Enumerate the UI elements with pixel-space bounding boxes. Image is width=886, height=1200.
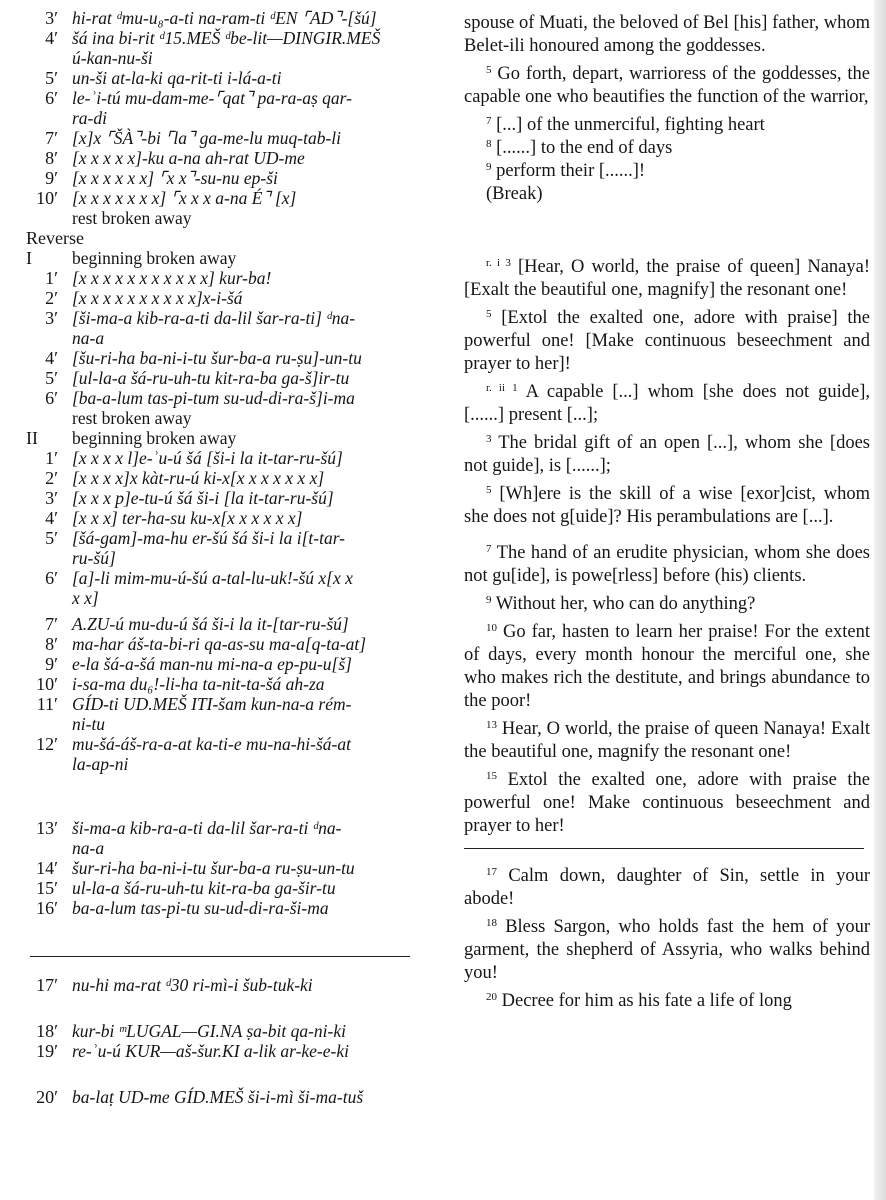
line-number: 10′ xyxy=(36,674,58,694)
broken-away-note xyxy=(22,208,432,228)
transliteration-line xyxy=(22,128,432,148)
line-text: [x x x x x x] ⌜x x⌝-su-nu ep-ši xyxy=(72,168,278,188)
line-number: 5′ xyxy=(45,68,58,88)
verse-number: 20 xyxy=(486,991,497,1003)
line-text: [x]x ⌜ŠÀ⌝-bi ⌜la⌝ ga-me-lu muq-tab-li xyxy=(72,128,342,148)
transliteration-line xyxy=(22,898,432,918)
transliteration-line xyxy=(22,858,432,878)
line-text: [x x x x x x x x x x x] kur-ba! xyxy=(72,268,272,288)
column-i-start-note: I beginning broken away xyxy=(26,248,237,268)
line-text: [ul-la-a šá-ru-uh-tu kit-ra-ba ga-š]ir-tu xyxy=(72,368,350,388)
line-number: 1′ xyxy=(45,448,58,468)
verse-number: 13 xyxy=(486,719,497,731)
translation-paragraph: $^7$ [...] of the unmerciful, fighting heart xyxy=(486,115,765,135)
line-number: 2′ xyxy=(45,288,58,308)
transliteration-line xyxy=(22,448,432,468)
column-ii-lines-d xyxy=(22,975,432,995)
transliteration-line xyxy=(22,108,432,128)
break-note: (Break) xyxy=(486,184,543,204)
line-text: [x x x x x]-ku a-na ah-rat UD-me xyxy=(72,148,305,168)
translation-paragraph: $^5$ Go forth, depart, warrioress of the goddesses, the capable one who beautifies the function of the warrior, xyxy=(464,64,871,107)
column-ii-lines-a xyxy=(22,448,432,608)
line-text: [a]-li mim-mu-ú-šú a-tal-lu-uk!-šú x[x x xyxy=(72,568,353,588)
column-i-lines xyxy=(22,268,432,408)
verse-number: 7 xyxy=(486,543,492,555)
transliteration-line xyxy=(22,818,432,838)
transliteration-line xyxy=(22,268,432,288)
translation-paragraph: $^{r. i 3}$ [Hear, O world, the praise of queen] Nanaya! [Exalt the beautiful one, magnify] the resonant one! xyxy=(464,257,870,300)
verse-number: 18 xyxy=(486,917,497,929)
transliteration-line xyxy=(22,975,432,995)
verse-number: 10 xyxy=(486,622,497,634)
line-number: 2′ xyxy=(45,468,58,488)
line-text: un-ši at-la-ki qa-rit-ti i-lá-a-ti xyxy=(72,68,282,88)
column-ii-lines-e xyxy=(22,1021,432,1061)
line-number: 14′ xyxy=(36,858,58,878)
column-ii-lines-b xyxy=(22,614,432,774)
transliteration-line xyxy=(22,188,432,208)
line-text: mu-šá-áš-ra-a-at ka-ti-e mu-na-hi-šá-at xyxy=(72,734,351,754)
transliteration-line xyxy=(22,754,432,774)
verse-number: 5 xyxy=(486,484,492,496)
transliteration-line xyxy=(22,588,432,608)
line-text: [ši-ma-a kib-ra-a-ti da-lil šar-ra-ti] ᵈna- xyxy=(72,308,356,328)
line-text: nu-hi ma-rat ᵈ30 ri-mì-i šub-tuk-ki xyxy=(72,975,313,995)
column-ii-lines-f xyxy=(22,1087,432,1107)
line-text: i-sa-ma du₆!-li-ha ta-nit-ta-šá ah-za xyxy=(72,674,325,694)
line-number: 20′ xyxy=(36,1087,58,1107)
line-number: 7′ xyxy=(45,128,58,148)
transliteration-line xyxy=(22,1021,432,1041)
column-i-numeral: I xyxy=(26,248,32,268)
line-number: 7′ xyxy=(45,614,58,634)
line-number: 18′ xyxy=(36,1021,58,1041)
transliteration-line xyxy=(22,488,432,508)
line-number: 19′ xyxy=(36,1041,58,1061)
verse-number: r. i 3 xyxy=(486,257,511,269)
line-number: 5′ xyxy=(45,528,58,548)
line-number: 10′ xyxy=(36,188,58,208)
translation-paragraph: $^{17}$ Calm down, daughter of Sin, settle in your abode! xyxy=(464,866,870,909)
section-rule-right xyxy=(464,848,864,849)
line-text: ši-ma-a kib-ra-a-ti da-lil šar-ra-ti ᵈna- xyxy=(72,818,342,838)
transliteration-line xyxy=(22,388,432,408)
line-number: 11′ xyxy=(36,694,58,714)
translation-paragraph: $^{18}$ Bless Sargon, who holds fast the hem of your garment, the shepherd of Assyria, who walks behind you! xyxy=(464,917,870,983)
line-text: [ba-a-lum tas-pi-tum su-ud-di-ra-š]i-ma xyxy=(72,388,355,408)
translation-paragraph: $^9$ perform their [......]! xyxy=(486,161,646,181)
transliteration-line xyxy=(22,168,432,188)
line-text: ma-har áš-ta-bi-ri qa-as-su ma-a[q-ta-at] xyxy=(72,634,367,654)
line-text: [x x x x]x kàt-ru-ú ki-x[x x x x x x x] xyxy=(72,468,325,488)
transliteration-line xyxy=(22,48,432,68)
transliteration-line xyxy=(22,468,432,488)
line-text: [x x x x x x x] ⌜x x x a-na É⌝ [x] xyxy=(72,188,297,208)
translation-paragraph: $^8$ [......] to the end of days xyxy=(486,138,673,158)
column-i-end-note: rest broken away xyxy=(72,408,192,428)
line-text: A.ZU-ú mu-du-ú šá ši-i la it-[tar-ru-šú] xyxy=(72,614,349,634)
line-number: 16′ xyxy=(36,898,58,918)
transliteration-line xyxy=(22,1041,432,1061)
transliteration-line xyxy=(22,508,432,528)
transliteration-line xyxy=(22,878,432,898)
line-text: ra-di xyxy=(72,108,107,128)
verse-number: 15 xyxy=(486,770,497,782)
translation-paragraph: $^{15}$ Extol the exalted one, adore with praise the powerful one! Make continuous beseechment and prayer to her! xyxy=(464,770,870,836)
line-number: 3′ xyxy=(45,488,58,508)
reverse-heading: Reverse xyxy=(26,228,84,248)
translation-paragraph: $^5$ [Extol the exalted one, adore with praise] the powerful one! [Make continuous beseechment and prayer to her]! xyxy=(464,308,870,374)
line-text: [x x x p]e-tu-ú šá ši-i [la it-tar-ru-šú] xyxy=(72,488,334,508)
line-number: 9′ xyxy=(45,168,58,188)
translation-paragraph: $^{20}$ Decree for him as his fate a life of long xyxy=(486,991,792,1011)
line-text: le-ʾi-tú mu-dam-me-⌜qat⌝ pa-ra-aṣ qar- xyxy=(72,88,352,108)
transliteration-line xyxy=(22,328,432,348)
line-text: na-a xyxy=(72,838,105,858)
verse-number: 5 xyxy=(486,308,492,320)
transliteration-line xyxy=(22,634,432,654)
translation-paragraph: $^5$ [Wh]ere is the skill of a wise [exor]cist, whom she does not g[uide]? His perambulations are [...]. xyxy=(464,484,871,527)
translation-column xyxy=(464,12,870,1018)
line-number: 4′ xyxy=(45,508,58,528)
transliteration-line xyxy=(22,68,432,88)
line-number: 8′ xyxy=(45,148,58,168)
line-text: ba-a-lum tas-pi-tu su-ud-di-ra-ši-ma xyxy=(72,898,329,918)
line-number: 4′ xyxy=(45,28,58,48)
line-number: 6′ xyxy=(45,568,58,588)
line-text: [šu-ri-ha ba-ni-i-tu šur-ba-a ru-ṣu]-un-tu xyxy=(72,348,362,368)
line-text: šá ina bi-rit ᵈ15.MEŠ ᵈbe-lit—DINGIR.MEŠ xyxy=(72,28,381,48)
transliteration-line xyxy=(22,8,432,28)
translation-paragraph: $^3$ The bridal gift of an open [...], whom she [does not guide], is [......]; xyxy=(464,433,870,476)
line-text: x x] xyxy=(72,588,99,608)
translation-paragraph: $^9$ Without her, who can do anything? xyxy=(486,594,756,614)
translation-paragraph: spouse of Muati, the beloved of Bel [his] father, whom Belet-ili honoured among the goddesses. xyxy=(464,13,870,56)
column-ii-numeral: II xyxy=(26,428,38,448)
column-ii-start-note: II beginning broken away xyxy=(26,428,237,448)
transliteration-line xyxy=(22,714,432,734)
transliteration-line xyxy=(22,528,432,548)
line-text: re-ʾu-ú KUR—aš-šur.KI a-lik ar-ke-e-ki xyxy=(72,1041,349,1061)
verse-number: 9 xyxy=(486,594,492,606)
transliteration-line xyxy=(22,548,432,568)
line-text: ba-laṭ UD-me GÍD.MEŠ ši-i-mì ši-ma-tuš xyxy=(72,1087,364,1107)
translation-paragraph: $^{13}$ Hear, O world, the praise of queen Nanaya! Exalt the beautiful one, magnify the resonant one! xyxy=(464,719,870,762)
line-text: ú-kan-nu-ši xyxy=(72,48,153,68)
verse-number: 9 xyxy=(486,161,492,173)
line-number: 13′ xyxy=(36,818,58,838)
line-number: 12′ xyxy=(36,734,58,754)
line-number: 8′ xyxy=(45,634,58,654)
verse-number: 17 xyxy=(486,866,497,878)
transliteration-line xyxy=(22,838,432,858)
line-text: ul-la-a šá-ru-uh-tu kit-ra-ba ga-šir-tu xyxy=(72,878,336,898)
verse-number: 7 xyxy=(486,115,492,127)
translation-paragraph: $^{r. ii 1}$ A capable [...] whom [she does not guide], [......] present [...]; xyxy=(464,382,871,425)
line-text: ru-šú] xyxy=(72,548,116,568)
transliteration-line xyxy=(22,568,432,588)
transliteration-line xyxy=(22,654,432,674)
line-number: 5′ xyxy=(45,368,58,388)
verse-number: 5 xyxy=(486,64,492,76)
line-text: GÍD-ti UD.MEŠ ITI-šam kun-na-a rém- xyxy=(72,694,352,714)
column-ii-lines-c xyxy=(22,818,432,918)
line-text: na-a xyxy=(72,328,105,348)
translation-paragraph: $^{10}$ Go far, hasten to learn her praise! For the extent of days, every month honour the merciful one, she who makes rich the destitute, and brings abundance to the poor! xyxy=(464,622,871,711)
verse-number: 8 xyxy=(486,138,492,150)
transliteration-line xyxy=(22,1087,432,1107)
line-text: kur-bi ᵐLUGAL—GI.NA ṣa-bit qa-ni-ki xyxy=(72,1021,346,1041)
obverse-lines xyxy=(22,8,432,228)
line-number: 6′ xyxy=(45,388,58,408)
section-rule-left xyxy=(30,956,410,957)
line-number: 1′ xyxy=(45,268,58,288)
line-text: [x x x] ter-ha-su ku-x[x x x x x x] xyxy=(72,508,303,528)
line-text: la-ap-ni xyxy=(72,754,129,774)
translation-paragraph: $^7$ The hand of an erudite physician, whom she does not gu[ide], is powe[rless] before (his) clients. xyxy=(464,543,870,586)
line-number: 9′ xyxy=(45,654,58,674)
line-number: 3′ xyxy=(45,8,58,28)
line-text: ni-tu xyxy=(72,714,106,734)
line-text: [x x x x l]e-ʾu-ú šá [ši-i la it-tar-ru-šú] xyxy=(72,448,343,468)
line-number: 17′ xyxy=(36,975,58,995)
transliteration-line xyxy=(22,148,432,168)
transliteration-line xyxy=(22,734,432,754)
transliteration-line xyxy=(22,674,432,694)
line-number: 3′ xyxy=(45,308,58,328)
transliteration-line xyxy=(22,288,432,308)
transliteration-line xyxy=(22,614,432,634)
line-text: [šá-gam]-ma-hu er-šú šá ši-i la i[t-tar- xyxy=(72,528,345,548)
line-text: rest broken away xyxy=(72,208,192,228)
line-text: [x x x x x x x x x x]x-i-šá xyxy=(72,288,243,308)
transliteration-line xyxy=(22,88,432,108)
verse-number: 3 xyxy=(486,433,492,445)
page-edge-shadow xyxy=(874,0,886,1200)
transliteration-column xyxy=(22,8,432,1107)
transliteration-line xyxy=(22,28,432,48)
transliteration-line xyxy=(22,308,432,328)
line-text: e-la šá-a-šá man-nu mi-na-a ep-pu-u[š] xyxy=(72,654,352,674)
line-number: 4′ xyxy=(45,348,58,368)
transliteration-line xyxy=(22,694,432,714)
line-number: 6′ xyxy=(45,88,58,108)
verse-number: r. ii 1 xyxy=(486,382,518,394)
line-number: 15′ xyxy=(36,878,58,898)
transliteration-line xyxy=(22,348,432,368)
transliteration-line xyxy=(22,368,432,388)
line-text: hi-rat ᵈmu-u₈-a-ti na-ram-ti ᵈEN ⌜AD⌝-[šú] xyxy=(72,8,377,28)
line-text: šur-ri-ha ba-ni-i-tu šur-ba-a ru-ṣu-un-tu xyxy=(72,858,355,878)
